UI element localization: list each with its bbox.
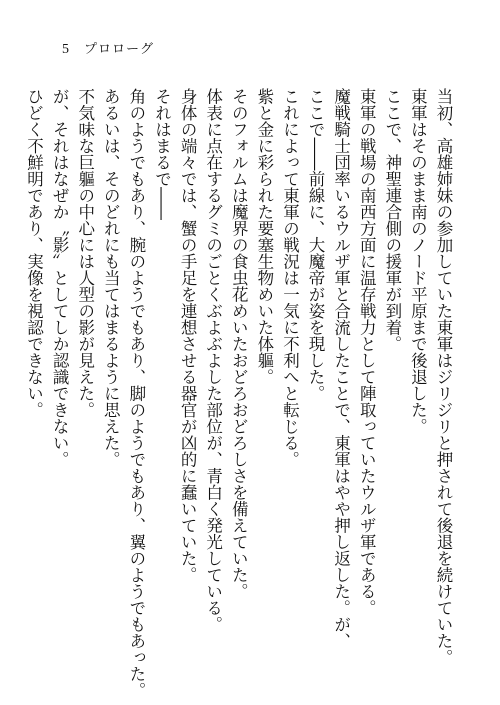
text-line: これによって東軍の戦況は一気に不利へと転じる。 (280, 88, 300, 468)
text-line: あるいは、そのどれにも当てはまるように思えた。 (101, 88, 121, 468)
text-line: 体表に点在するグミのごとくぶよぶよした部位が、青白く発光している。 (203, 88, 223, 633)
text-line: 紫と金に彩られた要塞生物めいた体軀。 (254, 88, 274, 385)
chapter-title: プロローグ (84, 42, 155, 57)
text-line: 魔戦騎士団率いるウルザ軍と合流したことで、東軍はやや押し返した。が、 (331, 88, 351, 649)
text-line: ここで――前線に、大魔帝が姿を現した。 (306, 88, 326, 402)
vertical-text-body (21, 88, 456, 699)
text-line: ひどく不鮮明であり、実像を視認できない。 (24, 88, 44, 418)
text-line: 当初、高雄姉妹の参加していた東軍はジリジリと押されて後退を続けていた。 (434, 88, 453, 666)
text-line: 角のようでもあり、腕のようでもあり、脚のようでもあり、翼のようでもあった。 (126, 88, 146, 699)
text-line: 不気味な巨軀の中心には人型の影が見えた。 (75, 88, 95, 418)
text-line: 身体の端々では、蟹の手足を連想させる器官が凶的に蠢いていた。 (178, 88, 198, 583)
text-line: ここで、神聖連合側の援軍が到着。 (382, 88, 402, 352)
text-line: そのフォルムは魔界の食虫花めいたおどろおどろしさを備えていた。 (229, 88, 249, 600)
text-line: それはまるで―― (152, 88, 172, 220)
text-line: 東軍の戦場の南西方面に温存戦力として陣取っていたウルザ軍である。 (357, 88, 377, 616)
text-line: が、それはなぜか〝影〟としてしか認識できない。 (50, 88, 70, 468)
page-number: 5 (62, 42, 70, 57)
running-header (62, 38, 154, 58)
text-line: 東軍はそのまま南のノード平原まで後退した。 (408, 88, 428, 435)
